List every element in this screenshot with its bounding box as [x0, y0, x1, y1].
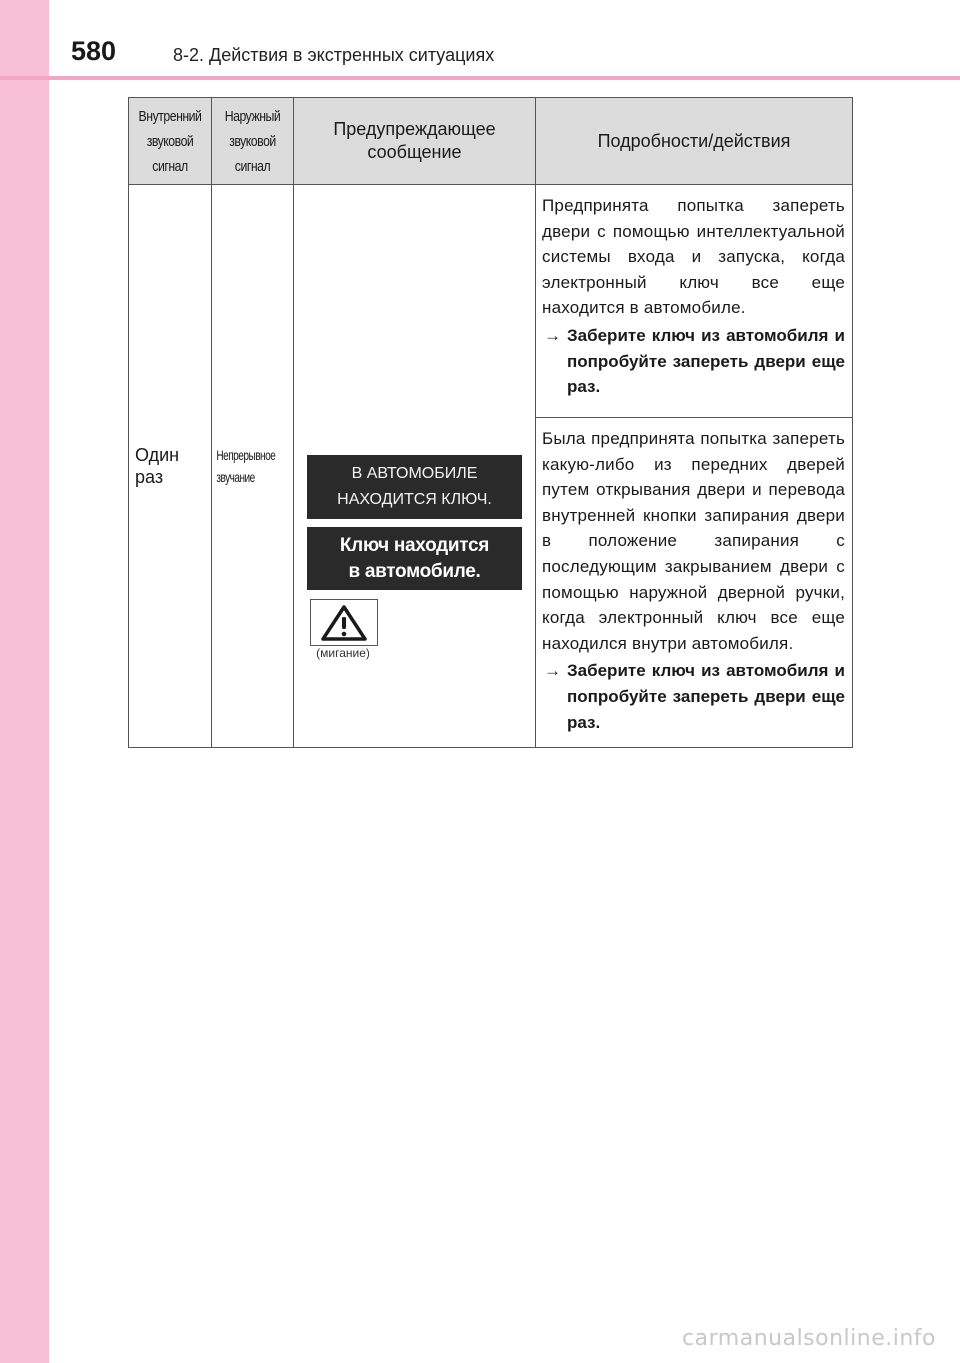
- table-header-row: [129, 98, 853, 185]
- arrow-right-icon: →: [544, 325, 561, 345]
- warning-table: [128, 97, 853, 748]
- detail-cell-2: [536, 418, 853, 748]
- header-details: Подробности/действия: [536, 98, 853, 185]
- section-title: 8-2. Действия в экстренных ситуациях: [173, 45, 495, 65]
- header-inner-signal: Внутренний звуковой сигнал: [129, 98, 212, 185]
- blink-label: (мигание): [316, 646, 370, 660]
- detail-action-1: → Заберите ключ из автомобиля и попробуйте запереть двери еще раз.: [542, 323, 845, 400]
- message-display-1: В АВТОМОБИЛЕ НАХОДИТСЯ КЛЮЧ.: [307, 455, 522, 519]
- table-row: [129, 185, 853, 418]
- detail-text-1: Предпринята попытка запереть двери с помощью интеллектуальной системы входа и запуска, когда электронный ключ все еще находится в автомобиле.: [542, 196, 845, 318]
- header-outer-signal: Наружный звуковой сигнал: [212, 98, 294, 185]
- detail-action-2: → Заберите ключ из автомобиля и попробуйте запереть двери еще раз.: [542, 658, 845, 735]
- inner-signal-cell: Один раз: [129, 185, 212, 748]
- page-number: 580: [71, 36, 117, 66]
- message-cell: [294, 185, 536, 748]
- message-display-2: Ключ находится в автомобиле.: [307, 527, 522, 590]
- warning-triangle-icon: [320, 604, 368, 642]
- side-color-stripe: [0, 0, 49, 1363]
- outer-signal-cell: Непрерывное звучание: [212, 185, 294, 748]
- header-message: Предупреждающее сообщение: [294, 98, 536, 185]
- watermark: carmanualsonline.info: [682, 1326, 936, 1351]
- header-divider: [0, 76, 960, 80]
- arrow-right-icon: →: [544, 661, 561, 681]
- warning-indicator: [310, 599, 378, 646]
- detail-cell-1: [536, 185, 853, 418]
- detail-text-2: Была предпринята попытка запереть какую-либо из передних дверей путем открывания двери и перевода внутренней кнопки запирания двери в положение запирания с последующим закрыванием двери с помощью наружной дверной ручки, когда электронный ключ все еще находился внутри автомобиля.: [542, 429, 845, 653]
